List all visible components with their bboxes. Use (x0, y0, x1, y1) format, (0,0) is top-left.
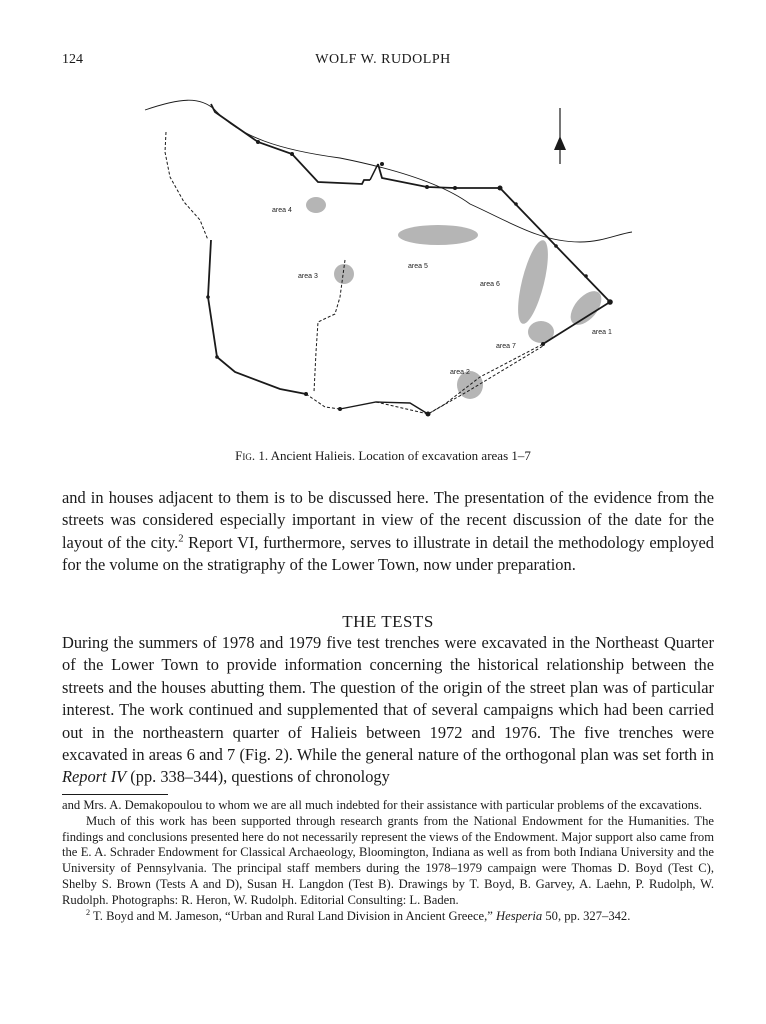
area-6-shape (512, 238, 554, 327)
wall-towers (206, 140, 613, 417)
section-heading: THE TESTS (342, 612, 434, 631)
city-wall-south (340, 402, 428, 414)
figure-caption (62, 448, 704, 464)
area-4-shape (306, 197, 326, 213)
area-3-label: area 3 (298, 273, 318, 280)
conjectural-wall-west (165, 132, 208, 240)
hesperia-title: Hesperia (496, 908, 543, 923)
running-head: WOLF W. RUDOLPH (315, 52, 451, 67)
body-paragraph-1: and in houses adjacent to them is to be discussed here. The presentation of the evidence from the streets was considered especially important in view of the recent discussion of the date for the layout of the city.$^2$ Report VI, furthermore, serves to illustrate in detail the methodology employed for the volume on the stratigraphy of the Lower Town, now under preparation. (62, 488, 714, 575)
city-wall-north (211, 104, 370, 184)
area-5-label: area 5 (408, 263, 428, 270)
footnotes (62, 798, 714, 924)
site-plan-map (140, 92, 640, 428)
area-1-label: area 1 (592, 329, 612, 336)
city-wall-east (500, 188, 610, 344)
north-arrow-icon (554, 108, 566, 164)
page-header (62, 52, 704, 72)
city-wall-northeast (378, 164, 500, 188)
site-plan-figure (140, 92, 640, 428)
area-5-shape (398, 225, 478, 245)
footnote-2: $^2$ T. Boyd and M. Jameson, “Urban and Rural Land Division in Ancient Greece,” Hesperia 50, pp. 327–342. (86, 907, 631, 923)
footnote-rule (62, 794, 168, 795)
body-paragraph-2: During the summers of 1978 and 1979 five test trenches were excavated in the Northeast Quarter of the Lower Town to provide information concerning the historical relationship between the streets and the houses abutting them. The question of the origin of the street plan was of particular interest. The work continued and supplemented that of several campaigns which had been carried out in the northeastern quarter of Halieis between 1972 and 1976. The five trenches were excavated in areas 6 and 7 (Fig. 2). While the general nature of the orthogonal plan was set forth in Report IV (pp. 338–344), questions of chronology (62, 633, 714, 787)
figure-caption-text: Ancient Halieis. Location of excavation areas 1–7 (270, 448, 531, 463)
area-6-label: area 6 (480, 281, 500, 288)
page-number: 124 (62, 52, 83, 67)
shoreline (145, 100, 632, 242)
conjectural-wall-southeast-inner (428, 346, 543, 414)
footnote-ref-2: 2 (178, 533, 184, 545)
city-wall-west (208, 240, 306, 394)
footnote-continuation: and Mrs. A. Demakopoulou to whom we are all much indebted for their assistance with particular problems of the excavations. (62, 798, 703, 812)
conjectural-wall-southwest (306, 394, 340, 409)
footnote-acknowledgements: Much of this work has been supported through research grants from the National Endowment for the Humanities. The findings and conclusions presented here do not necessarily represent the views of the Endowment. Major support also came from the E. A. Schrader Endowment for Classical Archaeology, Bloomington, Indiana as well as from both Indiana University and the University of Pennsylvania. The principal staff members during the 1978–1979 campaign were Thomas D. Boyd (Test C), Shelby S. Brown (Tests A and D), Susan H. Langdon (Test B). Drawings by T. Boyd, B. Garvey, A. Laehn, P. Rudolph, W. Rudolph. Photographs: R. Heron, W. Rudolph. Editorial Consulting: L. Baden. (62, 813, 714, 907)
area-2-label: area 2 (450, 369, 470, 376)
report-iv-title: Report IV (62, 767, 127, 787)
area-7-label: area 7 (496, 343, 516, 350)
figure-number: Fig. 1. (235, 448, 269, 463)
area-4-label: area 4 (272, 207, 292, 214)
